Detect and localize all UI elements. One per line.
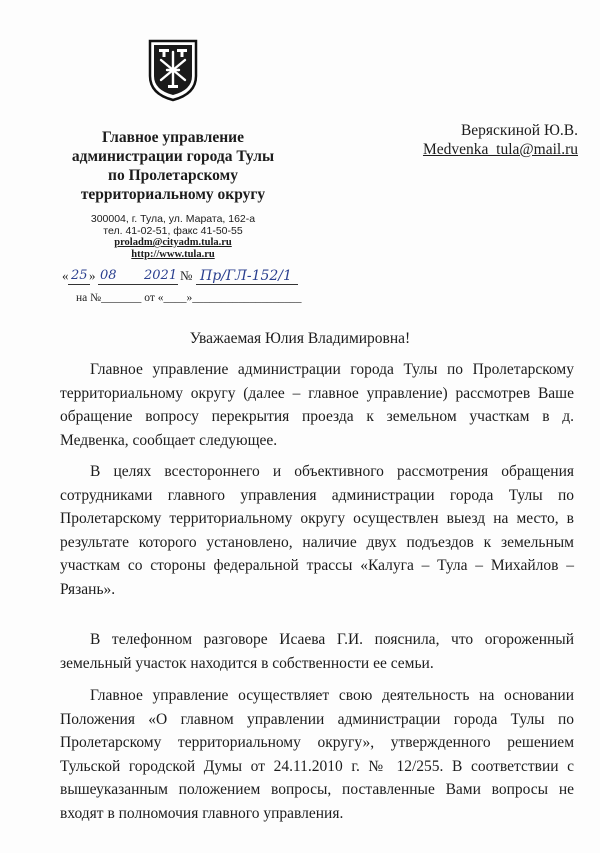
sender-organization-name [62,128,284,204]
greeting: Уважаемая Юлия Владимировна! [189,330,411,347]
month-year-underline [98,284,178,285]
number-underline [196,284,298,285]
registration-year: 2021 [144,268,178,283]
body-paragraph [60,684,574,825]
sender-contacts [62,214,284,260]
addressee-block [423,121,578,159]
addressee-name: Веряскиной Ю.В. [460,122,578,139]
addressee-email-link[interactable]: Medvenka_tula@mail.ru [422,141,578,158]
open-quote: « [62,268,69,283]
close-quote: » [89,268,96,283]
sender-address: 300004, г. Тула, ул. Марата, 162-а [90,213,256,225]
sender-phones: тел. 41-02-51, факс 41-50-55 [103,224,243,237]
body-paragraph [60,628,574,675]
body-paragraph [60,358,574,452]
registration-number: Пр/ГЛ-152/1 [200,268,292,284]
tula-coat-of-arms-icon [147,38,199,102]
sender-name-line: по Пролетарскому [108,167,238,184]
registration-line [62,268,302,308]
sender-email-link[interactable]: proladm@cityadm.tula.ru [114,237,232,248]
reply-reference-line: на №_______ от «____»___________________ [76,292,302,304]
paragraph-text: Главное управление администрации города Тулы по Пролетарскому территориальному округу (далее – главное управление) рассмотрев Ваше обращение вопросу перекрытия проезда к земельном участкам в д. Медвенка, сообщает следующее. [60,361,574,449]
sender-name-line: территориальному округу [80,186,266,203]
paragraph-text: В телефонном разговоре Исаева Г.И. пояснила, что огороженный земельный участок находится в собственности ее семьи. [60,631,574,672]
sender-website-link[interactable]: http://www.tula.ru [131,248,215,260]
paragraph-text: Главное управление осуществляет свою деятельность на основании Положения «О главном управлении администрации города Тулы по Пролетарскому территориальному округу», утвержденного решением Тульской городской Думы от 24.11.2010 г. № 12/255. В соответствии с вышеуказанным положением вопросы, поставленные Вами вопросы не входят в полномочия главного управления. [60,687,574,822]
registration-day: 25 [71,268,88,283]
sender-name-line: администрации города Тулы [71,148,275,165]
number-sign: № [180,268,193,283]
day-underline [68,284,90,285]
registration-month: 08 [100,268,117,283]
body-paragraph [60,460,574,601]
paragraph-text: В целях всестороннего и объективного рассмотрения обращения сотрудниками главного управления администрации города Тулы по Пролетарскому территориальному округу осуществлен выезд на место, в результате которого установлено, наличие двух подъездов к земельным участкам со стороны федеральной трассы «Калуга – Тула – Михайлов – Рязань». [60,463,574,598]
sender-name-line: Главное управление [102,129,244,146]
